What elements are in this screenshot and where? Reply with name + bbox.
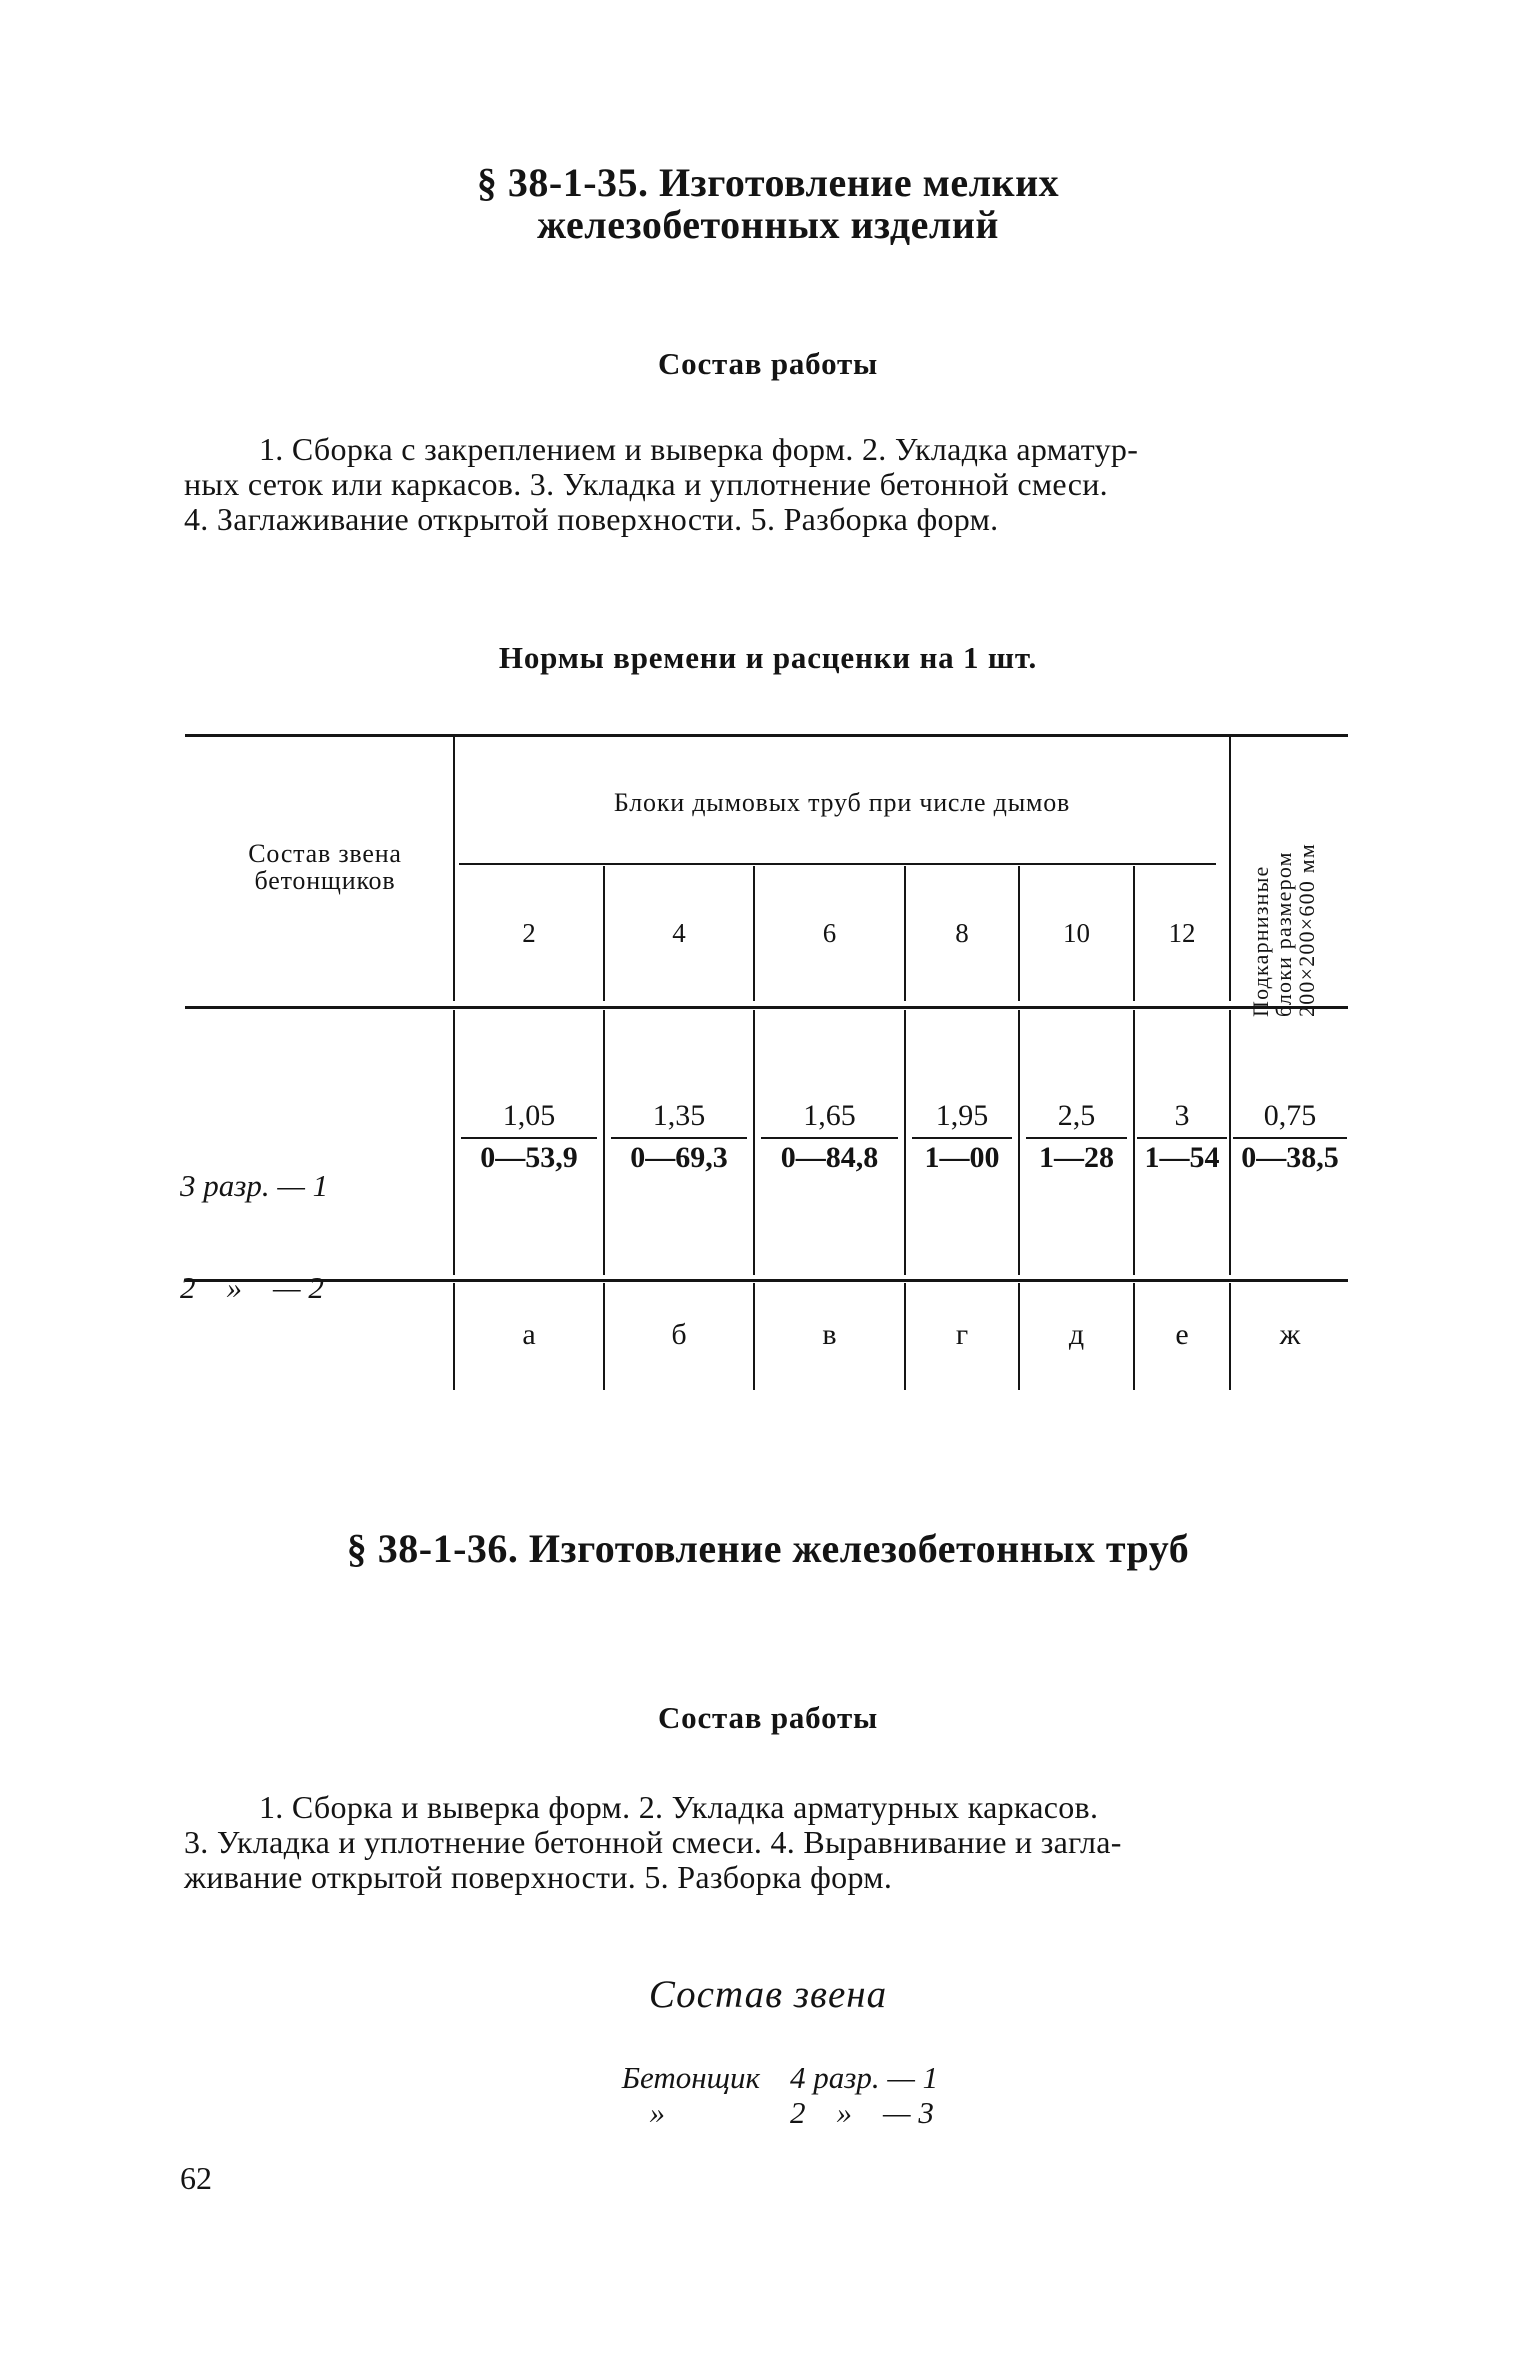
time-norm: 0,75 bbox=[1263, 1099, 1317, 1132]
time-norm: 1,65 bbox=[803, 1099, 856, 1132]
fraction-bar bbox=[1137, 1137, 1227, 1139]
time-norm: 3 bbox=[1174, 1099, 1190, 1132]
smoke-count-header: 4 bbox=[672, 918, 686, 948]
cornice-blocks-column-header bbox=[1249, 767, 1325, 1017]
norm-rate-cell bbox=[1135, 1099, 1229, 1179]
table-subheader-rule bbox=[459, 863, 1216, 865]
column-letter: а bbox=[522, 1318, 536, 1351]
section-title-line-2: железобетонных изделий bbox=[537, 202, 999, 247]
time-norm: 1,35 bbox=[652, 1099, 706, 1132]
time-norm: 2,5 bbox=[1057, 1099, 1096, 1132]
rate: 0—53,9 bbox=[480, 1141, 578, 1174]
work-composition-heading: Состав работы bbox=[658, 346, 878, 381]
rotated-header-line: Подкарнизные bbox=[1248, 865, 1273, 1017]
rotated-header-line: 200×200×600 мм bbox=[1294, 843, 1319, 1017]
fraction-bar bbox=[912, 1137, 1012, 1139]
crew-role: » bbox=[649, 2095, 665, 2130]
col-divider bbox=[453, 737, 455, 1001]
rotated-header-line: блоки размером bbox=[1271, 851, 1296, 1017]
col-divider bbox=[1229, 737, 1231, 1001]
fraction-bar bbox=[611, 1137, 747, 1139]
rate: 0—84,8 bbox=[780, 1141, 879, 1174]
crew-header-line: Состав звена bbox=[248, 839, 402, 868]
rate: 1—28 bbox=[1039, 1141, 1114, 1174]
rate: 0—38,5 bbox=[1241, 1141, 1339, 1174]
work-text-line: живание открытой поверхности. 5. Разборка форм. bbox=[184, 1859, 893, 1895]
smoke-count-header: 12 bbox=[1168, 918, 1196, 948]
table-top-rule bbox=[185, 734, 1348, 737]
norm-rate-cell bbox=[906, 1099, 1018, 1179]
work-composition-heading: Состав работы bbox=[658, 1700, 878, 1735]
chimney-blocks-group-header: Блоки дымовых труб при числе дымов bbox=[613, 788, 1071, 817]
crew-role: Бетонщик bbox=[621, 2060, 760, 2095]
column-letter: е bbox=[1175, 1318, 1189, 1351]
smoke-count-header: 8 bbox=[955, 918, 969, 948]
work-text-line: ных сеток или каркасов. 3. Укладка и уплотнение бетонной смеси. bbox=[184, 466, 1108, 502]
table-header-rule bbox=[185, 1006, 1348, 1009]
norm-rate-cell bbox=[1020, 1099, 1133, 1179]
column-letter: в bbox=[822, 1318, 837, 1351]
crew-grade: 2 » — 3 bbox=[790, 2095, 934, 2130]
crew-header-line: бетонщиков bbox=[254, 866, 396, 895]
work-text-line: 1. Сборка и выверка форм. 2. Укладка арматурных каркасов. bbox=[259, 1789, 1099, 1825]
crew-column-header bbox=[200, 840, 450, 894]
rate: 0—69,3 bbox=[630, 1141, 728, 1174]
work-text-line: 4. Заглаживание открытой поверхности. 5. Разборка форм. bbox=[184, 501, 999, 537]
smoke-count-header: 2 bbox=[522, 918, 536, 948]
time-norm: 1,95 bbox=[935, 1099, 989, 1132]
column-letter: г bbox=[955, 1318, 969, 1351]
section-title-line-1: § 38-1-35. Изготовление мелких bbox=[476, 160, 1060, 205]
column-letter: б bbox=[671, 1318, 687, 1351]
fraction-bar bbox=[1233, 1137, 1347, 1139]
fraction-bar bbox=[1026, 1137, 1127, 1139]
column-letter: д bbox=[1068, 1318, 1085, 1351]
norm-rate-cell bbox=[455, 1099, 603, 1179]
table-body-rule bbox=[185, 1279, 1348, 1282]
norms-heading: Нормы времени и расценки на 1 шт. bbox=[498, 640, 1038, 675]
smoke-count-header: 6 bbox=[822, 918, 837, 948]
column-letter: ж bbox=[1279, 1318, 1301, 1351]
rate: 1—54 bbox=[1144, 1141, 1220, 1174]
norm-rate-cell bbox=[1231, 1099, 1349, 1179]
crew-grades bbox=[180, 1101, 328, 1373]
time-norm: 1,05 bbox=[502, 1099, 556, 1132]
fraction-bar bbox=[461, 1137, 597, 1139]
norm-rate-cell bbox=[605, 1099, 753, 1179]
crew-grade: 4 разр. — 1 bbox=[790, 2060, 939, 2095]
work-composition-text bbox=[184, 1790, 1344, 1895]
crew-grade-row: 2 » — 2 bbox=[180, 1270, 324, 1305]
smoke-count-header: 10 bbox=[1063, 918, 1090, 948]
rate: 1—00 bbox=[924, 1141, 1000, 1174]
fraction-bar bbox=[761, 1137, 898, 1139]
work-text-line: 3. Укладка и уплотнение бетонной смеси. 4. Выравнивание и загла- bbox=[184, 1824, 1122, 1860]
page-number: 62 bbox=[180, 2160, 212, 2196]
crew-heading: Состав звена bbox=[648, 1973, 888, 2016]
crew-grade-row: 3 разр. — 1 bbox=[180, 1168, 329, 1203]
norm-rate-cell bbox=[755, 1099, 904, 1179]
work-text-line: 1. Сборка с закреплением и выверка форм. 2. Укладка арматур- bbox=[259, 431, 1139, 467]
section-title-38-1-36: § 38-1-36. Изготовление железобетонных труб bbox=[346, 1526, 1190, 1571]
